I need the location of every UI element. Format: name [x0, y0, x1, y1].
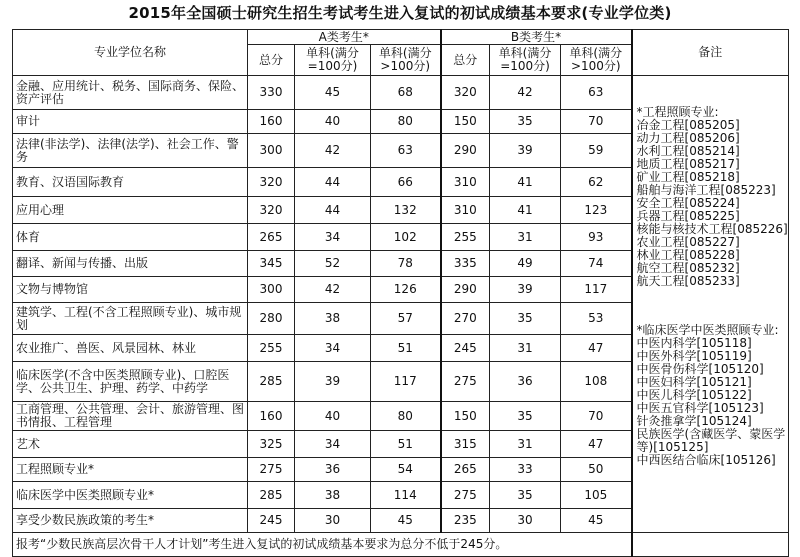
- remark-medicine-list: [637, 324, 786, 467]
- score-a-s100: 44: [295, 197, 371, 224]
- score-b-total: 270: [441, 303, 490, 335]
- score-a-total: 285: [248, 482, 295, 509]
- remark-line: 地质工程[085217]: [636, 157, 740, 171]
- score-a-s150: 66: [371, 168, 441, 197]
- score-a-total: 330: [248, 76, 295, 110]
- degree-name: 文物与博物馆: [13, 277, 248, 303]
- score-b-total: 275: [441, 482, 490, 509]
- score-a-s100: 42: [295, 277, 371, 303]
- score-a-s100: 38: [295, 303, 371, 335]
- score-a-total: 300: [248, 134, 295, 168]
- score-b-total: 320: [441, 76, 490, 110]
- score-b-total: 310: [441, 197, 490, 224]
- page-title: 2015年全国硕士研究生招生考试考生进入复试的初试成绩基本要求(专业学位类): [128, 4, 672, 22]
- score-b-s150: 62: [561, 168, 632, 197]
- remark-line: 林业工程[085228]: [636, 248, 740, 262]
- score-b-total: 290: [441, 134, 490, 168]
- score-a-s150: 78: [371, 251, 441, 277]
- degree-name: 建筑学、工程(不含工程照顾专业)、城市规划: [13, 303, 248, 335]
- remark-line: 动力工程[085206]: [636, 131, 740, 145]
- score-b-s100: 33: [490, 458, 561, 482]
- score-b-s100: 41: [490, 197, 561, 224]
- remarks-cell: [632, 76, 789, 533]
- score-a-s150: 80: [371, 402, 441, 431]
- degree-name: 农业推广、兽医、风景园林、林业: [13, 335, 248, 362]
- score-b-s100: 39: [490, 134, 561, 168]
- degree-name: 法律(非法学)、法律(法学)、社会工作、警务: [13, 134, 248, 168]
- remark-line: 中西医结合临床[105126]: [636, 453, 776, 467]
- remark-line: 冶金工程[085205]: [636, 118, 740, 132]
- score-a-total: 345: [248, 251, 295, 277]
- score-b-s100: 41: [490, 168, 561, 197]
- remark-line: 农业工程[085227]: [636, 235, 740, 249]
- score-a-total: 285: [248, 362, 295, 402]
- remark-line: *工程照顾专业:: [636, 105, 719, 119]
- score-b-total: 255: [441, 224, 490, 251]
- score-a-s150: 51: [371, 431, 441, 458]
- score-b-s100: 31: [490, 335, 561, 362]
- score-b-total: 150: [441, 402, 490, 431]
- degree-name: 应用心理: [13, 197, 248, 224]
- score-b-s100: 35: [490, 402, 561, 431]
- score-b-total: 335: [441, 251, 490, 277]
- header-group-a: A类考生*: [248, 30, 441, 45]
- header-b-single-over100: 单科(满分>100分): [561, 45, 632, 76]
- score-b-s100: 39: [490, 277, 561, 303]
- score-a-s100: 34: [295, 335, 371, 362]
- remark-line: 中医儿科学[105122]: [636, 388, 752, 402]
- remark-line: 等)[105125]: [636, 440, 709, 454]
- remark-line: 民族医学(含藏医学、蒙医学: [636, 427, 786, 441]
- score-a-total: 265: [248, 224, 295, 251]
- score-b-s100: 31: [490, 224, 561, 251]
- score-b-s150: 50: [561, 458, 632, 482]
- score-a-s150: 80: [371, 110, 441, 134]
- score-a-s100: 34: [295, 224, 371, 251]
- score-a-s100: 36: [295, 458, 371, 482]
- score-a-s150: 117: [371, 362, 441, 402]
- degree-name: 审计: [13, 110, 248, 134]
- score-b-s100: 42: [490, 76, 561, 110]
- score-b-total: 150: [441, 110, 490, 134]
- score-a-s150: 132: [371, 197, 441, 224]
- score-b-s100: 36: [490, 362, 561, 402]
- score-a-s100: 52: [295, 251, 371, 277]
- footer-row: [13, 533, 789, 557]
- degree-name: 体育: [13, 224, 248, 251]
- score-a-s150: 45: [371, 509, 441, 533]
- degree-name: 工商管理、公共管理、会计、旅游管理、图书情报、工程管理: [13, 402, 248, 431]
- remark-line: 航天工程[085233]: [636, 274, 740, 288]
- score-a-total: 325: [248, 431, 295, 458]
- degree-name: 享受少数民族政策的考生*: [13, 509, 248, 533]
- score-a-total: 255: [248, 335, 295, 362]
- score-a-s150: 54: [371, 458, 441, 482]
- score-b-s150: 47: [561, 335, 632, 362]
- score-b-s150: 108: [561, 362, 632, 402]
- remark-line: 安全工程[085224]: [636, 196, 740, 210]
- header-remark: 备注: [632, 30, 789, 76]
- header-a-single-over100: 单科(满分>100分): [371, 45, 441, 76]
- score-a-total: 280: [248, 303, 295, 335]
- remark-line: 中医外科学[105119]: [636, 349, 752, 363]
- score-b-total: 235: [441, 509, 490, 533]
- score-a-total: 245: [248, 509, 295, 533]
- score-b-s150: 45: [561, 509, 632, 533]
- score-b-total: 265: [441, 458, 490, 482]
- score-a-s100: 30: [295, 509, 371, 533]
- score-b-s150: 93: [561, 224, 632, 251]
- score-b-s150: 74: [561, 251, 632, 277]
- remark-line: *临床医学中医类照顾专业:: [636, 323, 779, 337]
- remark-engineering-list: [637, 106, 788, 288]
- score-a-s150: 57: [371, 303, 441, 335]
- remark-line: 针灸推拿学[105124]: [636, 414, 752, 428]
- remark-line: 航空工程[085232]: [636, 261, 740, 275]
- score-b-s150: 63: [561, 76, 632, 110]
- score-a-s100: 45: [295, 76, 371, 110]
- header-a-single100: 单科(满分=100分): [295, 45, 371, 76]
- score-b-s150: 70: [561, 402, 632, 431]
- degree-name: 教育、汉语国际教育: [13, 168, 248, 197]
- footer-note: 报考“少数民族高层次骨干人才计划”考生进入复试的初试成绩基本要求为总分不低于245分。: [13, 533, 632, 557]
- score-b-s100: 49: [490, 251, 561, 277]
- score-b-total: 275: [441, 362, 490, 402]
- score-b-s150: 70: [561, 110, 632, 134]
- score-b-total: 290: [441, 277, 490, 303]
- degree-name: 艺术: [13, 431, 248, 458]
- score-a-total: 160: [248, 110, 295, 134]
- remark-line: 矿业工程[085218]: [636, 170, 740, 184]
- score-a-total: 320: [248, 168, 295, 197]
- score-a-s100: 40: [295, 110, 371, 134]
- score-a-s100: 40: [295, 402, 371, 431]
- remark-line: 中医妇科学[105121]: [636, 375, 752, 389]
- table-row: [13, 76, 789, 110]
- score-a-s150: 126: [371, 277, 441, 303]
- score-b-s150: 47: [561, 431, 632, 458]
- score-a-s150: 68: [371, 76, 441, 110]
- remark-line: 中医骨伤科学[105120]: [636, 362, 764, 376]
- degree-name: 金融、应用统计、税务、国际商务、保险、资产评估: [13, 76, 248, 110]
- score-b-s100: 35: [490, 110, 561, 134]
- score-a-s100: 34: [295, 431, 371, 458]
- degree-name: 翻译、新闻与传播、出版: [13, 251, 248, 277]
- score-b-s100: 35: [490, 482, 561, 509]
- score-b-total: 315: [441, 431, 490, 458]
- remark-line: 中医五官科学[105123]: [636, 401, 764, 415]
- footer-empty-cell: [632, 533, 789, 557]
- score-a-s150: 114: [371, 482, 441, 509]
- score-b-s100: 31: [490, 431, 561, 458]
- score-b-s150: 53: [561, 303, 632, 335]
- score-a-s150: 102: [371, 224, 441, 251]
- score-b-s150: 123: [561, 197, 632, 224]
- score-b-total: 245: [441, 335, 490, 362]
- degree-name: 临床医学(不含中医类照顾专业)、口腔医学、公共卫生、护理、药学、中药学: [13, 362, 248, 402]
- score-b-total: 310: [441, 168, 490, 197]
- score-a-s100: 44: [295, 168, 371, 197]
- score-a-s100: 42: [295, 134, 371, 168]
- remark-line: 中医内科学[105118]: [636, 336, 752, 350]
- header-group-b: B类考生*: [441, 30, 632, 45]
- score-a-s150: 51: [371, 335, 441, 362]
- score-b-s100: 30: [490, 509, 561, 533]
- header-b-single100: 单科(满分=100分): [490, 45, 561, 76]
- remark-line: 水利工程[085214]: [636, 144, 740, 158]
- degree-name: 临床医学中医类照顾专业*: [13, 482, 248, 509]
- score-b-s150: 117: [561, 277, 632, 303]
- score-table: [12, 29, 789, 557]
- score-a-s100: 38: [295, 482, 371, 509]
- remark-line: 核能与核技术工程[085226]: [636, 222, 788, 236]
- score-a-total: 160: [248, 402, 295, 431]
- score-a-total: 275: [248, 458, 295, 482]
- header-name: 专业学位名称: [13, 30, 248, 76]
- score-a-s100: 39: [295, 362, 371, 402]
- degree-name: 工程照顾专业*: [13, 458, 248, 482]
- header-b-total: 总分: [441, 45, 490, 76]
- score-b-s100: 35: [490, 303, 561, 335]
- header-a-total: 总分: [248, 45, 295, 76]
- remark-line: 兵器工程[085225]: [636, 209, 740, 223]
- score-a-total: 320: [248, 197, 295, 224]
- score-b-s150: 59: [561, 134, 632, 168]
- score-a-total: 300: [248, 277, 295, 303]
- score-b-s150: 105: [561, 482, 632, 509]
- remark-line: 船舶与海洋工程[085223]: [636, 183, 776, 197]
- score-a-s150: 63: [371, 134, 441, 168]
